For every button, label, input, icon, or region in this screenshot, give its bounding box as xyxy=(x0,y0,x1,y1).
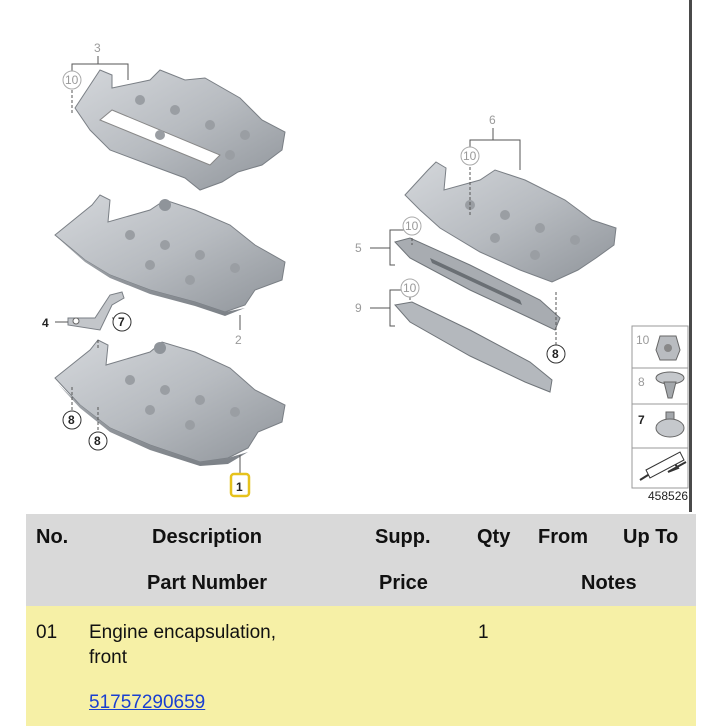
callout-10-left[interactable] xyxy=(63,71,81,89)
callout-7-left[interactable] xyxy=(113,313,131,331)
header-qty: Qty xyxy=(477,526,511,548)
header-price: Price xyxy=(379,572,428,594)
part-1-shield[interactable] xyxy=(55,340,285,466)
row-number: 01 xyxy=(36,622,58,643)
header-supp: Supp. xyxy=(375,526,431,548)
callout-10-right-b[interactable] xyxy=(403,217,421,235)
callout-5[interactable] xyxy=(355,241,362,255)
part-number-link[interactable]: 51757290659 xyxy=(89,692,206,713)
svg-text:10: 10 xyxy=(65,73,79,87)
callout-10-right-c[interactable] xyxy=(401,279,419,297)
callout-4[interactable] xyxy=(42,316,49,330)
callout-6[interactable] xyxy=(489,113,496,127)
part-2-shield[interactable] xyxy=(55,195,285,316)
callout-1-highlighted[interactable] xyxy=(231,474,249,496)
callout-2[interactable] xyxy=(235,333,242,347)
svg-text:3: 3 xyxy=(94,41,101,55)
svg-text:5: 5 xyxy=(355,241,362,255)
svg-text:8: 8 xyxy=(68,413,75,427)
header-description: Description xyxy=(152,526,263,548)
header-notes: Notes xyxy=(581,572,637,594)
callout-3[interactable] xyxy=(94,41,101,55)
svg-text:6: 6 xyxy=(489,113,496,127)
row-qty: 1 xyxy=(478,622,489,643)
svg-text:8: 8 xyxy=(94,434,101,448)
svg-text:9: 9 xyxy=(355,301,362,315)
header-part-number: Part Number xyxy=(147,572,268,594)
svg-text:10: 10 xyxy=(463,149,477,163)
callout-8-left-b[interactable] xyxy=(89,432,107,450)
svg-text:8: 8 xyxy=(638,375,645,389)
svg-text:7: 7 xyxy=(118,315,125,329)
table-row[interactable] xyxy=(26,606,696,726)
table-header xyxy=(26,514,696,606)
header-from: From xyxy=(538,526,588,548)
row-description-line1: Engine encapsulation, xyxy=(89,622,276,643)
window-edge-rule xyxy=(689,0,692,512)
svg-text:7: 7 xyxy=(638,413,645,427)
svg-text:10: 10 xyxy=(403,281,417,295)
svg-text:10: 10 xyxy=(636,333,650,347)
callout-8-left-a[interactable] xyxy=(63,411,81,429)
svg-text:4: 4 xyxy=(42,316,49,330)
svg-text:1: 1 xyxy=(236,480,243,494)
callout-8-right[interactable] xyxy=(547,345,565,363)
svg-text:10: 10 xyxy=(405,219,419,233)
callout-9[interactable] xyxy=(355,301,362,315)
svg-text:8: 8 xyxy=(552,347,559,361)
header-up-to: Up To xyxy=(623,526,679,548)
row-description-line2: front xyxy=(89,647,128,668)
header-no: No. xyxy=(36,526,69,548)
diagram-id: 458526 xyxy=(648,489,689,503)
svg-text:2: 2 xyxy=(235,333,242,347)
callout-10-right-a[interactable] xyxy=(461,147,479,165)
part-3-shield[interactable] xyxy=(75,70,285,190)
